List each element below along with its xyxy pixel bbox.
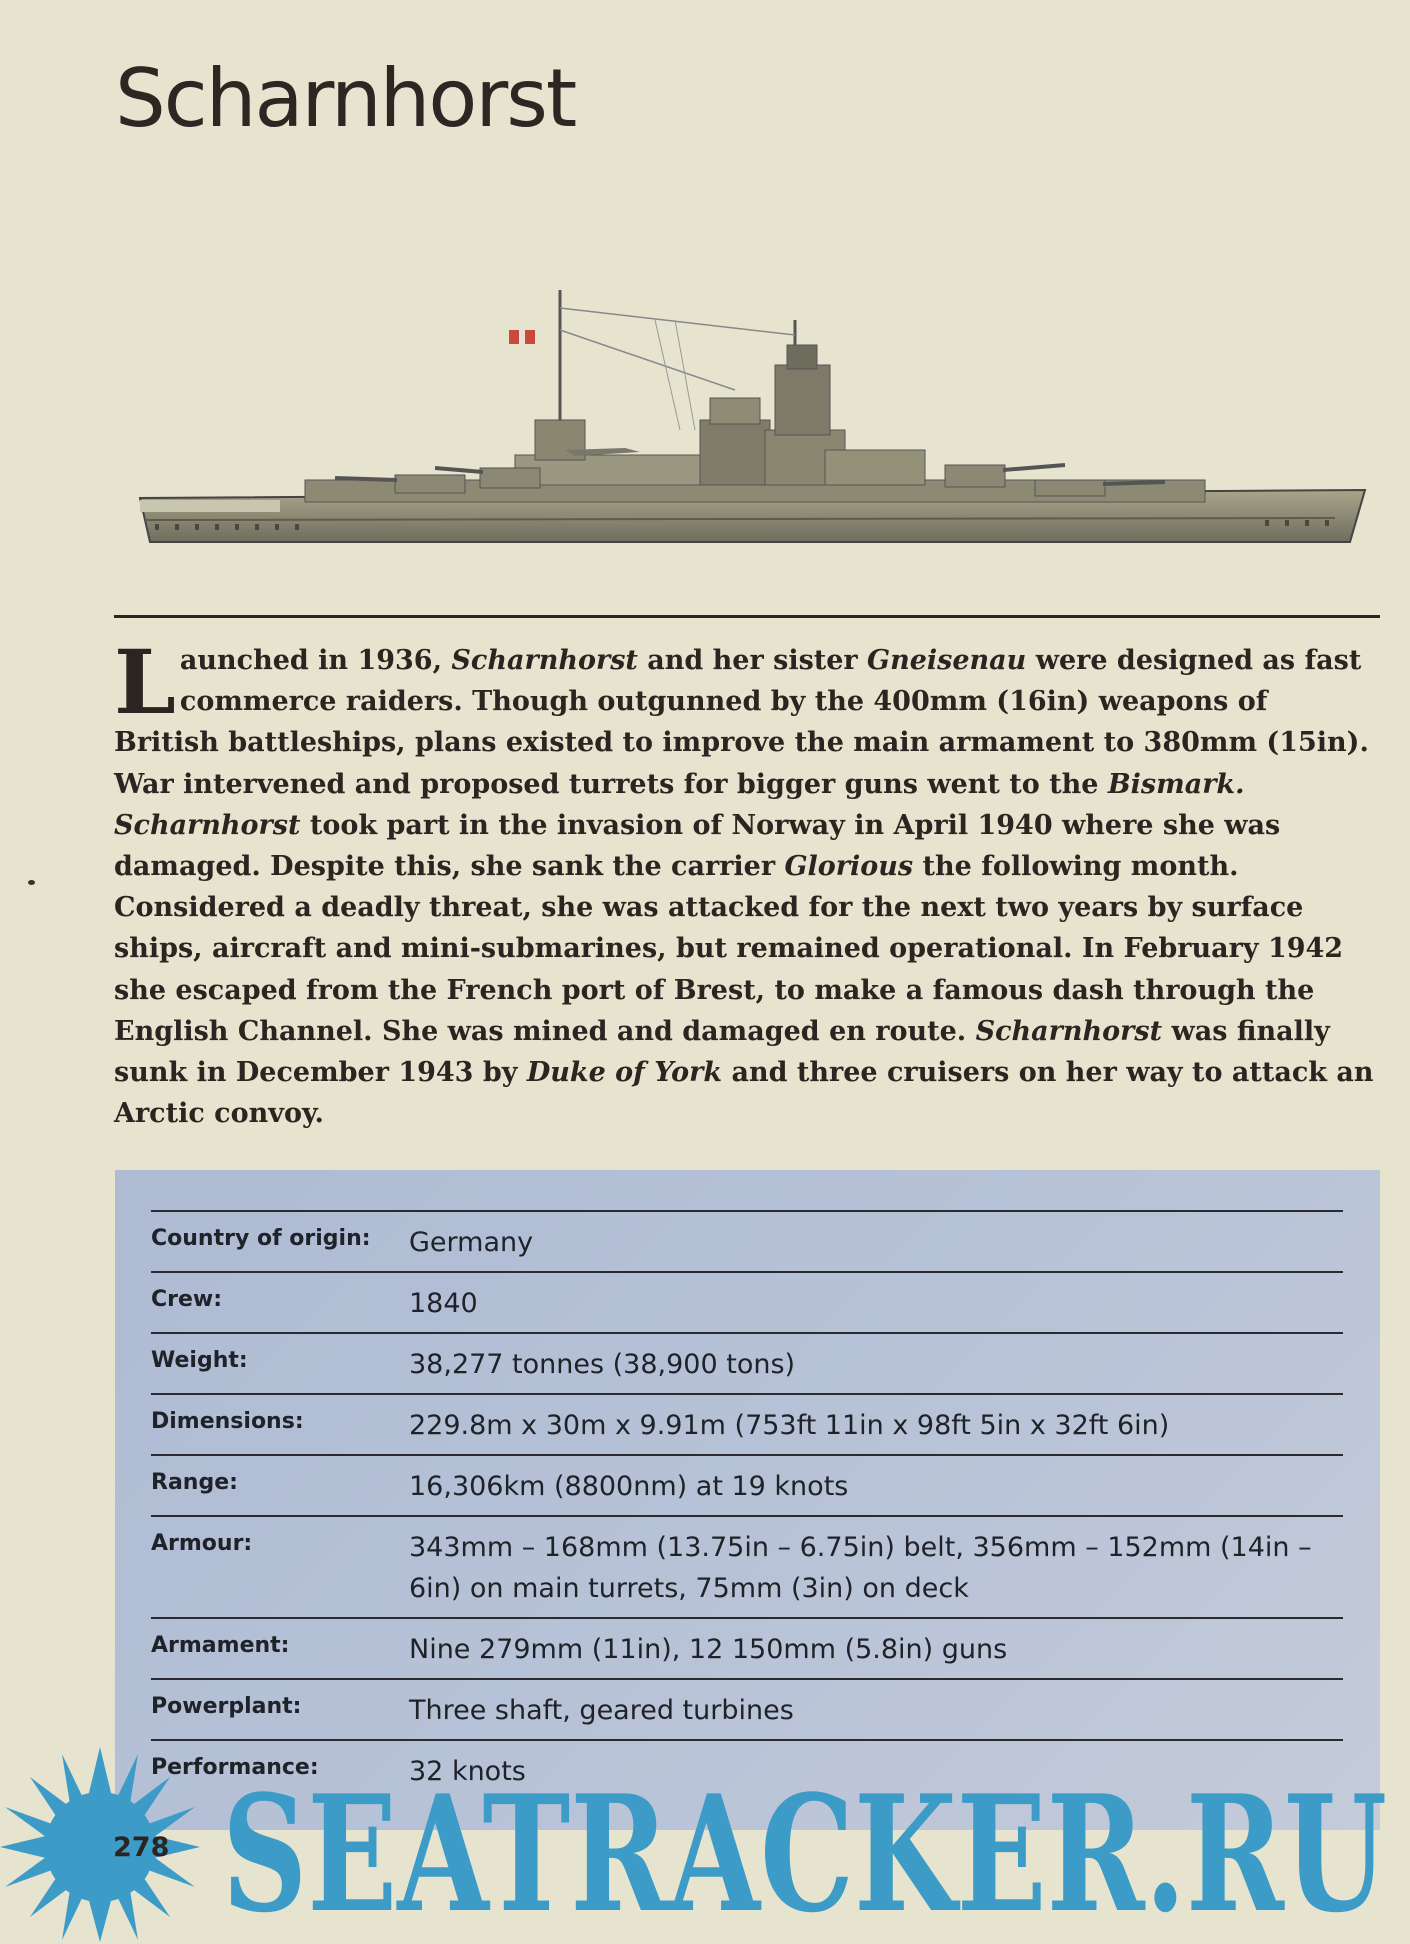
description-paragraph: Launched in 1936, Scharnhorst and her sister Gneisenau were designed as fast commerce raiders. Though outgunned by the 400mm (16in) weapons of British battleships, plans existed to improve the main armament to 380mm (15in). War intervened and proposed turrets for bigger guns went to the Bismark. Scharnhorst took part in the invasion of Norway in April 1940 where she was damaged. Despite this, she sank the carrier Glorious the following month. Considered a deadly threat, she was attacked for the next two years by surface ships, aircraft and mini-submarines, but remained operational. In February 1942 she escaped from the French port of Brest, to make a famous dash through the English Channel. She was mined and damaged en route. Scharnhorst was finally sunk in December 1943 by Duke of York and three cruisers on her way to attack an Arctic convoy. [114,630,1374,1130]
drop-cap: L [114,630,176,734]
sun-logo-icon [0,1742,210,1944]
section-divider [114,615,1380,618]
spec-row: Performance: 32 knots [151,1739,1343,1800]
page-title: Scharnhorst [115,52,576,145]
spec-row: Weight: 38,277 tonnes (38,900 tons) [151,1332,1343,1393]
svg-text:SEATRACKER.RU: SEATRACKER.RU [222,1770,1387,1920]
spec-row: Armour: 343mm – 168mm (13.75in – 6.75in) belt, 356mm – 152mm (14in – 6in) on main turrets, 75mm (3in) on deck [151,1515,1343,1617]
spec-row: Crew: 1840 [151,1271,1343,1332]
spec-row: Range: 16,306km (8800nm) at 19 knots [151,1454,1343,1515]
spec-row: Country of origin: Germany [151,1210,1343,1271]
battleship-illustration [135,280,1375,550]
spec-row: Armament: Nine 279mm (11in), 12 150mm (5.8in) guns [151,1617,1343,1678]
spec-row: Powerplant: Three shaft, geared turbines [151,1678,1343,1739]
page-number: 278 [113,1832,170,1863]
specifications-table [151,1210,1343,1800]
scan-speck [28,880,35,885]
spec-row: Dimensions: 229.8m x 30m x 9.91m (753ft 11in x 98ft 5in x 32ft 6in) [151,1393,1343,1454]
watermark-text [222,1770,1392,1920]
